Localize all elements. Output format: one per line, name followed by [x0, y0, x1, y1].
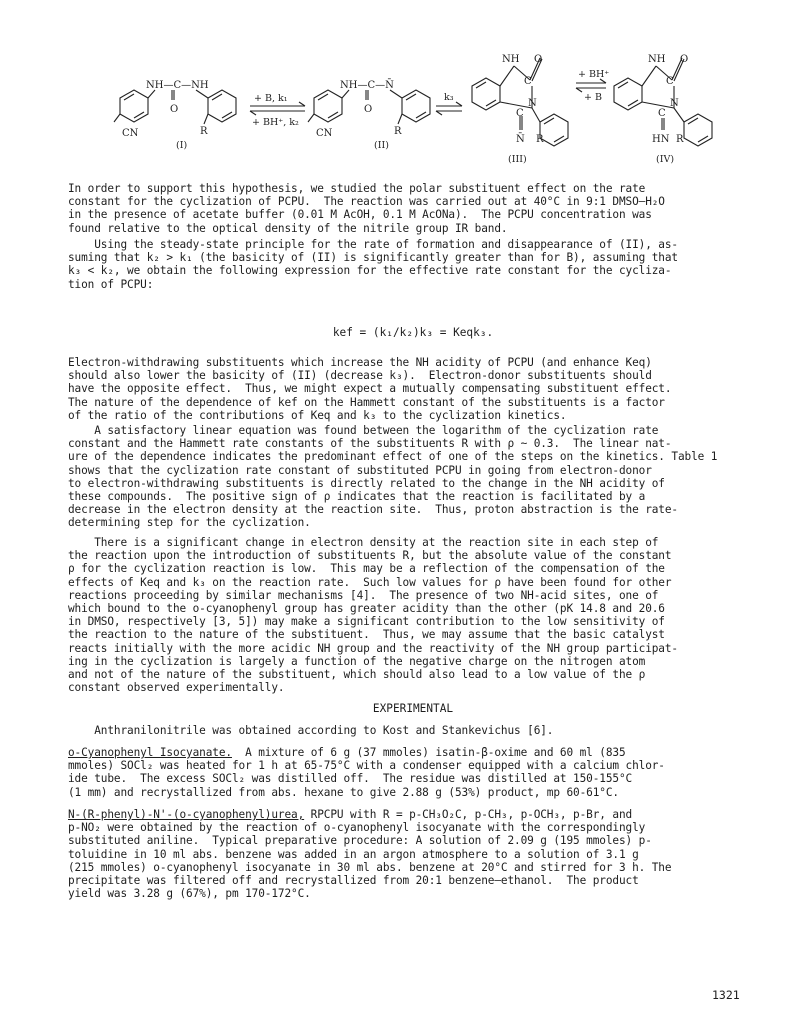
II-o-label: O [364, 104, 373, 115]
compound-I-label: (I) [176, 140, 188, 151]
isocyanate-title: o-Cyanophenyl Isocyanate. [68, 746, 232, 759]
III-nminus-label: N̄ [516, 134, 525, 145]
III-nh-label: NH [502, 54, 520, 65]
paragraph-substituents: Electron-withdrawing substituents which increase the NH acidity of PCPU (and enhance Keq) should also lower the basicity of (II) (decrease k₃). Electron-donor substituents should have the opposite effect. Thus, we might expect a mutually compensating substituent effect. The nature of the dependence of kef on the Hammett constant of the substituents is a factor of the ratio of the contributions of Keq and k₃ to the cyclization kinetics. [68, 356, 672, 422]
III-n-label: N [528, 98, 537, 109]
IV-hn-label: HN [652, 134, 670, 145]
IV-nh-label: NH [648, 54, 666, 65]
paragraph-isocyanate [68, 746, 758, 799]
compound-II-label: (II) [374, 140, 389, 151]
isocyanate-text: A mixture of 6 g (37 mmoles) isatin-β-oxime and 60 ml (835 mmoles) SOCl₂ was heated for 1 h at 65-75°C with a condenser equipped with a calcium chlor- ide tube. The excess SOCl₂ was distilled off. The residue was distilled at 150-155°C (1 mm) and recrystallized from abs. hexane to give 2.88 g (53%) product, mp 60-61°C. [68, 746, 665, 799]
III-c2-label: C [516, 108, 524, 119]
paragraph-linear-equation: A satisfactory linear equation was found between the logarithm of the cyclization rate constant and the Hammett rate constants of the substituents R with ρ ~ 0.3. The linear nat- ure of the dependence indicates the predominant effect of one of the steps on the kinetics. Table 1 shows that the cyclization rate constant of substituted PCPU in going from electron-donor to electron-withdrawing substituents is directly related to the change in the NH acidity of these compounds. The positive sign of ρ indicates that the reaction is facilitated by a decrease in the electron density at the reaction site. Thus, proton abstraction is the rate- determining step for the cyclization. [68, 424, 718, 530]
I-r-label: R [200, 126, 208, 137]
IV-c1-label: C [666, 76, 674, 87]
ring-II-left [314, 90, 342, 122]
II-cn-label: CN [316, 128, 333, 139]
II-top-label: NH—C—N̄ [340, 80, 394, 91]
I-top-label: NH—C—NH [146, 80, 209, 91]
urea-text: RPCPU with R = p-CH₃O₂C, p-CH₃, p-OCH₃, p-Br, and p-NO₂ were obtained by the reaction of o-cyanophenyl isocyanate with the correspondingly substituted aniline. Typical preparative procedure: A solution of 2.09 g (195 mmoles) p- toluidine in 10 ml abs. benzene was added in an argon atmosphere to a solution of 3.1 g (215 mmoles) o-cyanophenyl isocyanate in 30 ml abs. benzene at 20°C and stirred for 3 h. The precipitate was filtered off and recrystallized from 20:1 benzene–ethanol. The product yield was 3.28 g (67%), pm 170-172°C. [68, 808, 672, 901]
III-r-label: R [536, 134, 544, 145]
IV-n-label: N [670, 98, 679, 109]
ring-I-left [120, 90, 148, 122]
ring-IV-right [684, 114, 712, 146]
I-cn-label: CN [122, 128, 139, 139]
ring-I-right [208, 90, 236, 122]
arrow1-top-label: + B, k₁ [254, 93, 288, 104]
IV-o-label: O [680, 54, 689, 65]
reaction-scheme [100, 38, 740, 178]
arrow3-bottom-label: + B [584, 92, 602, 103]
compound-III-label: (III) [508, 154, 527, 165]
IV-r-label: R [676, 134, 684, 145]
urea-title: N-(R-phenyl)-N'-(o-cyanophenyl)urea, [68, 808, 305, 821]
arrow2-top-label: k₃ [444, 92, 454, 103]
ring-II-right [402, 90, 430, 122]
rate-equation: kef = (k₁/k₂)k₃ = Keqk₃. [332, 326, 494, 339]
IV-c2-label: C [658, 108, 666, 119]
compound-IV-label: (IV) [656, 154, 675, 165]
III-c1-label: C [524, 76, 532, 87]
III-o-label: O [534, 54, 543, 65]
ring-III-left [472, 78, 500, 110]
page-number: 1321 [712, 988, 740, 1002]
ring-III-right [540, 114, 568, 146]
heading-experimental: EXPERIMENTAL [372, 702, 454, 715]
ring-IV-left [614, 78, 642, 110]
II-r-label: R [394, 126, 402, 137]
I-o-label: O [170, 104, 179, 115]
paragraph-anthranilonitrile: Anthranilonitrile was obtained according to Kost and Stankevichus [6]. [68, 724, 554, 737]
paragraph-electron-density: There is a significant change in electron density at the reaction site in each step of the reaction upon the introduction of substituents R, but the absolute value of the constant ρ for the cyclization reaction is low. This may be a reflection of the compensation of the effects of Keq and k₃ on the reaction rate. Such low values for ρ have been found for other reactions proceeding by similar mechanisms [4]. The presence of two NH-acid sites, one of which bound to the o-cyanophenyl group has greater acidity than the other (pK 14.8 and 20.6 in DMSO, respectively [3, 5]) may make a significant contribution to the low sensitivity of the reaction to the nature of the substituent. Thus, we may assume that the basic catalyst reacts initially with the more acidic NH group and the reactivity of the NH group participat- ing in the cyclization is largely a function of the negative charge on the nitrogen atom and not of the nature of the substituent, which should also lead to a low value of the ρ constant observed experimentally. [68, 536, 678, 695]
paragraph-polar-effect: In order to support this hypothesis, we studied the polar substituent effect on the rate constant for the cyclization of PCPU. The reaction was carried out at 40°C in 9:1 DMSO–H₂O in the presence of acetate buffer (0.01 M AcOH, 0.1 M AcONa). The PCPU concentration was found relative to the optical density of the nitrile group IR band. [68, 182, 665, 235]
paragraph-steady-state: Using the steady-state principle for the rate of formation and disappearance of (II), as- suming that k₂ > k₁ (the basicity of (II) is significantly greater than for B), assuming that k₃ < k₂, we obtain the following expression for the effective rate constant for the cycliza- tion of PCPU: [68, 238, 678, 291]
arrow3-top-label: + BH⁺ [578, 69, 610, 80]
arrow1-bottom-label: + BH⁺, k₂ [252, 117, 299, 128]
paragraph-urea [68, 808, 758, 900]
